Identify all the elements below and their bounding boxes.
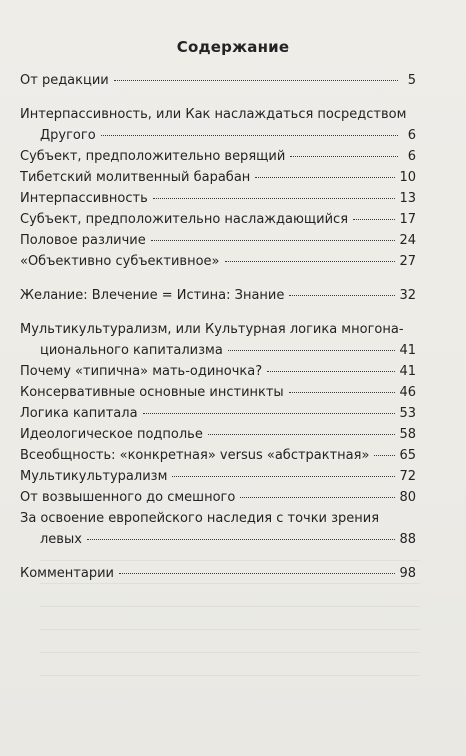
toc-entry — [20, 148, 416, 169]
toc-entry — [20, 169, 416, 190]
toc-entry-line — [20, 531, 416, 552]
dot-leader — [240, 497, 395, 498]
toc-page-number: 10 — [399, 170, 416, 185]
dot-leader — [151, 240, 396, 241]
toc-entry-title: Идеологическое подполье — [20, 427, 203, 442]
toc-entry-line — [20, 510, 416, 531]
toc-entry — [20, 106, 416, 148]
dot-leader — [87, 539, 396, 540]
toc-entry-line — [20, 232, 416, 253]
toc-entry — [20, 426, 416, 447]
toc-page-number: 72 — [399, 469, 416, 484]
toc-entry-title: Почему «типична» мать-одиночка? — [20, 364, 263, 379]
dot-leader — [290, 156, 398, 157]
page-title: Содержание — [176, 38, 290, 56]
dot-leader — [153, 198, 396, 199]
toc-entry-line — [20, 190, 416, 211]
dot-leader — [101, 135, 398, 136]
toc-entry — [20, 190, 416, 211]
toc-entry-title: Половое различие — [20, 233, 146, 248]
dot-leader — [143, 413, 396, 414]
bleed-through-text — [40, 560, 420, 720]
toc-page-number: 24 — [399, 233, 416, 248]
toc-page-number: 98 — [399, 566, 416, 581]
toc-entry-line — [20, 384, 416, 405]
toc-page-number: 53 — [399, 406, 416, 421]
toc-entry-title: «Объективно субъективное» — [20, 254, 220, 269]
toc-page-number: 41 — [399, 364, 416, 379]
toc-entry-line — [20, 72, 416, 93]
toc-page-number: 13 — [399, 191, 416, 206]
toc-page-number: 6 — [407, 128, 416, 143]
dot-leader — [172, 476, 395, 477]
toc-page-number: 58 — [399, 427, 416, 442]
toc-entry-line — [20, 363, 416, 384]
toc-entry-line — [20, 148, 416, 169]
toc-entry-line — [20, 127, 416, 148]
toc-entry-title: Другого — [40, 128, 96, 143]
dot-leader — [255, 177, 395, 178]
toc-entry-title: Комментарии — [20, 566, 114, 581]
toc-entry-title: левых — [40, 532, 82, 547]
toc-entry — [20, 363, 416, 384]
toc-entry — [20, 232, 416, 253]
toc-entry — [20, 384, 416, 405]
dot-leader — [289, 295, 395, 296]
table-of-contents — [20, 72, 416, 586]
toc-entry-line — [20, 106, 416, 127]
toc-page-number: 5 — [407, 73, 416, 88]
dot-leader — [208, 434, 396, 435]
toc-entry — [20, 405, 416, 426]
toc-entry-line — [20, 405, 416, 426]
toc-entry-line — [20, 426, 416, 447]
toc-entry-line — [20, 321, 416, 342]
toc-entry-title: ционального капитализма — [40, 343, 223, 358]
toc-page-number: 88 — [399, 532, 416, 547]
toc-page-number: 32 — [399, 288, 416, 303]
dot-leader — [267, 371, 395, 372]
toc-entry — [20, 321, 416, 363]
toc-entry-line — [20, 253, 416, 274]
toc-entry-title: Мультикультурализм — [20, 469, 168, 484]
toc-entry-title: Интерпассивность — [20, 191, 148, 206]
dot-leader — [228, 350, 396, 351]
toc-page-number: 17 — [399, 212, 416, 227]
toc-entry-title: От возвышенного до смешного — [20, 490, 236, 505]
toc-entry — [20, 211, 416, 232]
toc-entry-line — [20, 287, 416, 308]
toc-entry-title: Субъект, предположительно верящий — [20, 149, 286, 164]
toc-entry-line — [20, 342, 416, 363]
toc-page-number: 46 — [399, 385, 416, 400]
toc-entry — [20, 489, 416, 510]
toc-entry-title: Мультикультурализм, или Культурная логика многона- — [20, 322, 404, 337]
toc-entry-line — [20, 169, 416, 190]
toc-entry-title: От редакции — [20, 73, 109, 88]
toc-entry-line — [20, 468, 416, 489]
toc-entry-title: Субъект, предположительно наслаждающийся — [20, 212, 349, 227]
toc-page-number: 27 — [399, 254, 416, 269]
toc-entry — [20, 468, 416, 489]
toc-entry-title: Интерпассивность, или Как наслаждаться посредством — [20, 107, 407, 122]
toc-entry — [20, 447, 416, 468]
toc-entry-title: Желание: Влечение = Истина: Знание — [20, 288, 285, 303]
toc-page-number: 6 — [407, 149, 416, 164]
toc-entry-title: Консервативные основные инстинкты — [20, 385, 284, 400]
dot-leader — [225, 261, 396, 262]
toc-entry-title: Логика капитала — [20, 406, 138, 421]
toc-page-number: 65 — [399, 448, 416, 463]
toc-entry-line — [20, 489, 416, 510]
toc-entry-title: Всеобщность: «конкретная» versus «абстрактная» — [20, 448, 370, 463]
toc-entry-line — [20, 447, 416, 468]
dot-leader — [353, 219, 395, 220]
dot-leader — [289, 392, 396, 393]
toc-entry-title: Тибетский молитвенный барабан — [20, 170, 251, 185]
dot-leader — [114, 80, 398, 81]
toc-page-number: 80 — [399, 490, 416, 505]
toc-entry — [20, 72, 416, 93]
toc-page-number: 41 — [399, 343, 416, 358]
toc-entry — [20, 510, 416, 552]
toc-entry — [20, 253, 416, 274]
dot-leader — [374, 455, 395, 456]
toc-entry-title: За освоение европейского наследия с точки зрения — [20, 511, 380, 526]
toc-entry — [20, 287, 416, 308]
toc-entry-line — [20, 211, 416, 232]
